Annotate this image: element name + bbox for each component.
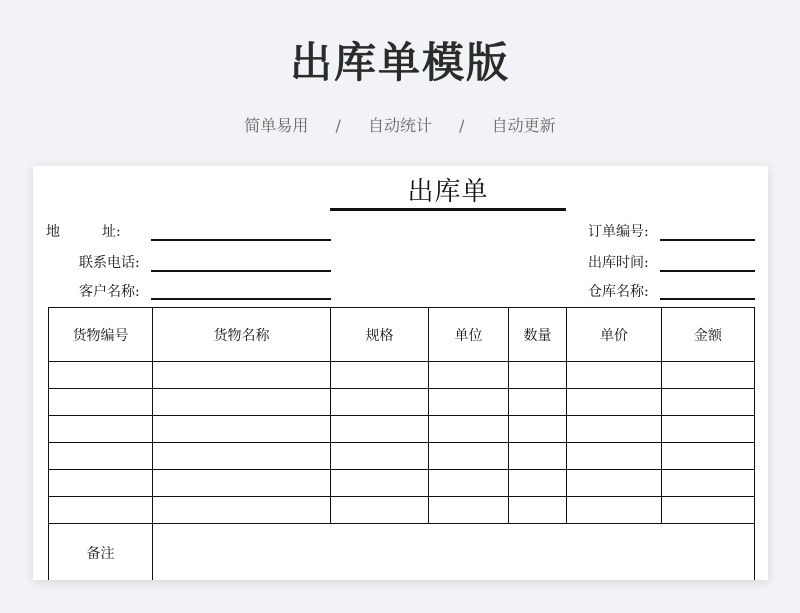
table-row — [49, 362, 755, 389]
page-title: 出库单模版 — [289, 38, 510, 87]
table-cell[interactable] — [49, 416, 153, 443]
table-cell[interactable] — [153, 470, 331, 497]
table-cell[interactable] — [429, 497, 509, 524]
table-cell[interactable] — [567, 470, 662, 497]
order-no-label: 订单编号: — [588, 224, 649, 240]
table-cell[interactable] — [331, 470, 429, 497]
customer-label: 客户名称: — [79, 284, 140, 300]
tag-easy: 简单易用 — [244, 116, 309, 135]
table-cell[interactable] — [429, 470, 509, 497]
table-cell[interactable] — [567, 362, 662, 389]
note-field[interactable] — [153, 524, 755, 581]
table-cell[interactable] — [331, 443, 429, 470]
table-cell[interactable] — [331, 362, 429, 389]
column-header: 单位 — [429, 308, 509, 362]
table-cell[interactable] — [509, 470, 567, 497]
note-label: 备注 — [49, 524, 153, 581]
table-cell[interactable] — [662, 416, 755, 443]
table-cell[interactable] — [662, 497, 755, 524]
phone-label: 联系电话: — [79, 255, 140, 271]
table-header-row — [49, 308, 755, 362]
table-row — [49, 497, 755, 524]
table-cell[interactable] — [49, 497, 153, 524]
column-header: 货物编号 — [49, 308, 153, 362]
table-cell[interactable] — [49, 362, 153, 389]
table-row — [49, 416, 755, 443]
table-row — [49, 443, 755, 470]
table-cell[interactable] — [153, 362, 331, 389]
table-row — [49, 389, 755, 416]
table-cell[interactable] — [331, 389, 429, 416]
warehouse-label: 仓库名称: — [588, 284, 649, 300]
table-cell[interactable] — [662, 389, 755, 416]
phone-field[interactable] — [151, 270, 331, 272]
tag-auto-update: 自动更新 — [491, 116, 556, 135]
table-cell[interactable] — [662, 362, 755, 389]
customer-field[interactable] — [151, 298, 331, 300]
table-row — [49, 470, 755, 497]
table-cell[interactable] — [509, 443, 567, 470]
table-cell[interactable] — [567, 497, 662, 524]
table-cell[interactable] — [509, 497, 567, 524]
address-label: 地 址: — [46, 224, 121, 240]
tag-separator: / — [459, 116, 465, 135]
delivery-form-sheet — [33, 166, 768, 580]
tag-auto-stats: 自动统计 — [367, 116, 432, 135]
ship-time-label: 出库时间: — [588, 255, 649, 271]
table-cell[interactable] — [331, 416, 429, 443]
column-header: 货物名称 — [153, 308, 331, 362]
table-cell[interactable] — [509, 389, 567, 416]
column-header: 单价 — [567, 308, 662, 362]
table-cell[interactable] — [153, 416, 331, 443]
form-title: 出库单 — [330, 176, 566, 211]
address-field[interactable] — [151, 239, 331, 241]
warehouse-field[interactable] — [660, 298, 755, 300]
column-header: 规格 — [331, 308, 429, 362]
table-cell[interactable] — [662, 470, 755, 497]
column-header: 数量 — [509, 308, 567, 362]
column-header: 金额 — [662, 308, 755, 362]
table-cell[interactable] — [429, 443, 509, 470]
order-no-field[interactable] — [660, 239, 755, 241]
table-cell[interactable] — [153, 389, 331, 416]
tag-separator: / — [335, 116, 341, 135]
table-cell[interactable] — [567, 416, 662, 443]
table-cell[interactable] — [567, 389, 662, 416]
table-cell[interactable] — [509, 362, 567, 389]
table-cell[interactable] — [429, 362, 509, 389]
table-cell[interactable] — [331, 497, 429, 524]
table-cell[interactable] — [429, 416, 509, 443]
table-cell[interactable] — [49, 443, 153, 470]
table-cell[interactable] — [153, 497, 331, 524]
goods-table — [48, 307, 755, 580]
table-cell[interactable] — [49, 389, 153, 416]
table-cell[interactable] — [49, 470, 153, 497]
ship-time-field[interactable] — [660, 270, 755, 272]
subtitle-tags — [0, 113, 800, 136]
table-cell[interactable] — [509, 416, 567, 443]
table-cell[interactable] — [429, 389, 509, 416]
table-cell[interactable] — [153, 443, 331, 470]
note-row — [49, 524, 755, 581]
table-cell[interactable] — [567, 443, 662, 470]
table-cell[interactable] — [662, 443, 755, 470]
